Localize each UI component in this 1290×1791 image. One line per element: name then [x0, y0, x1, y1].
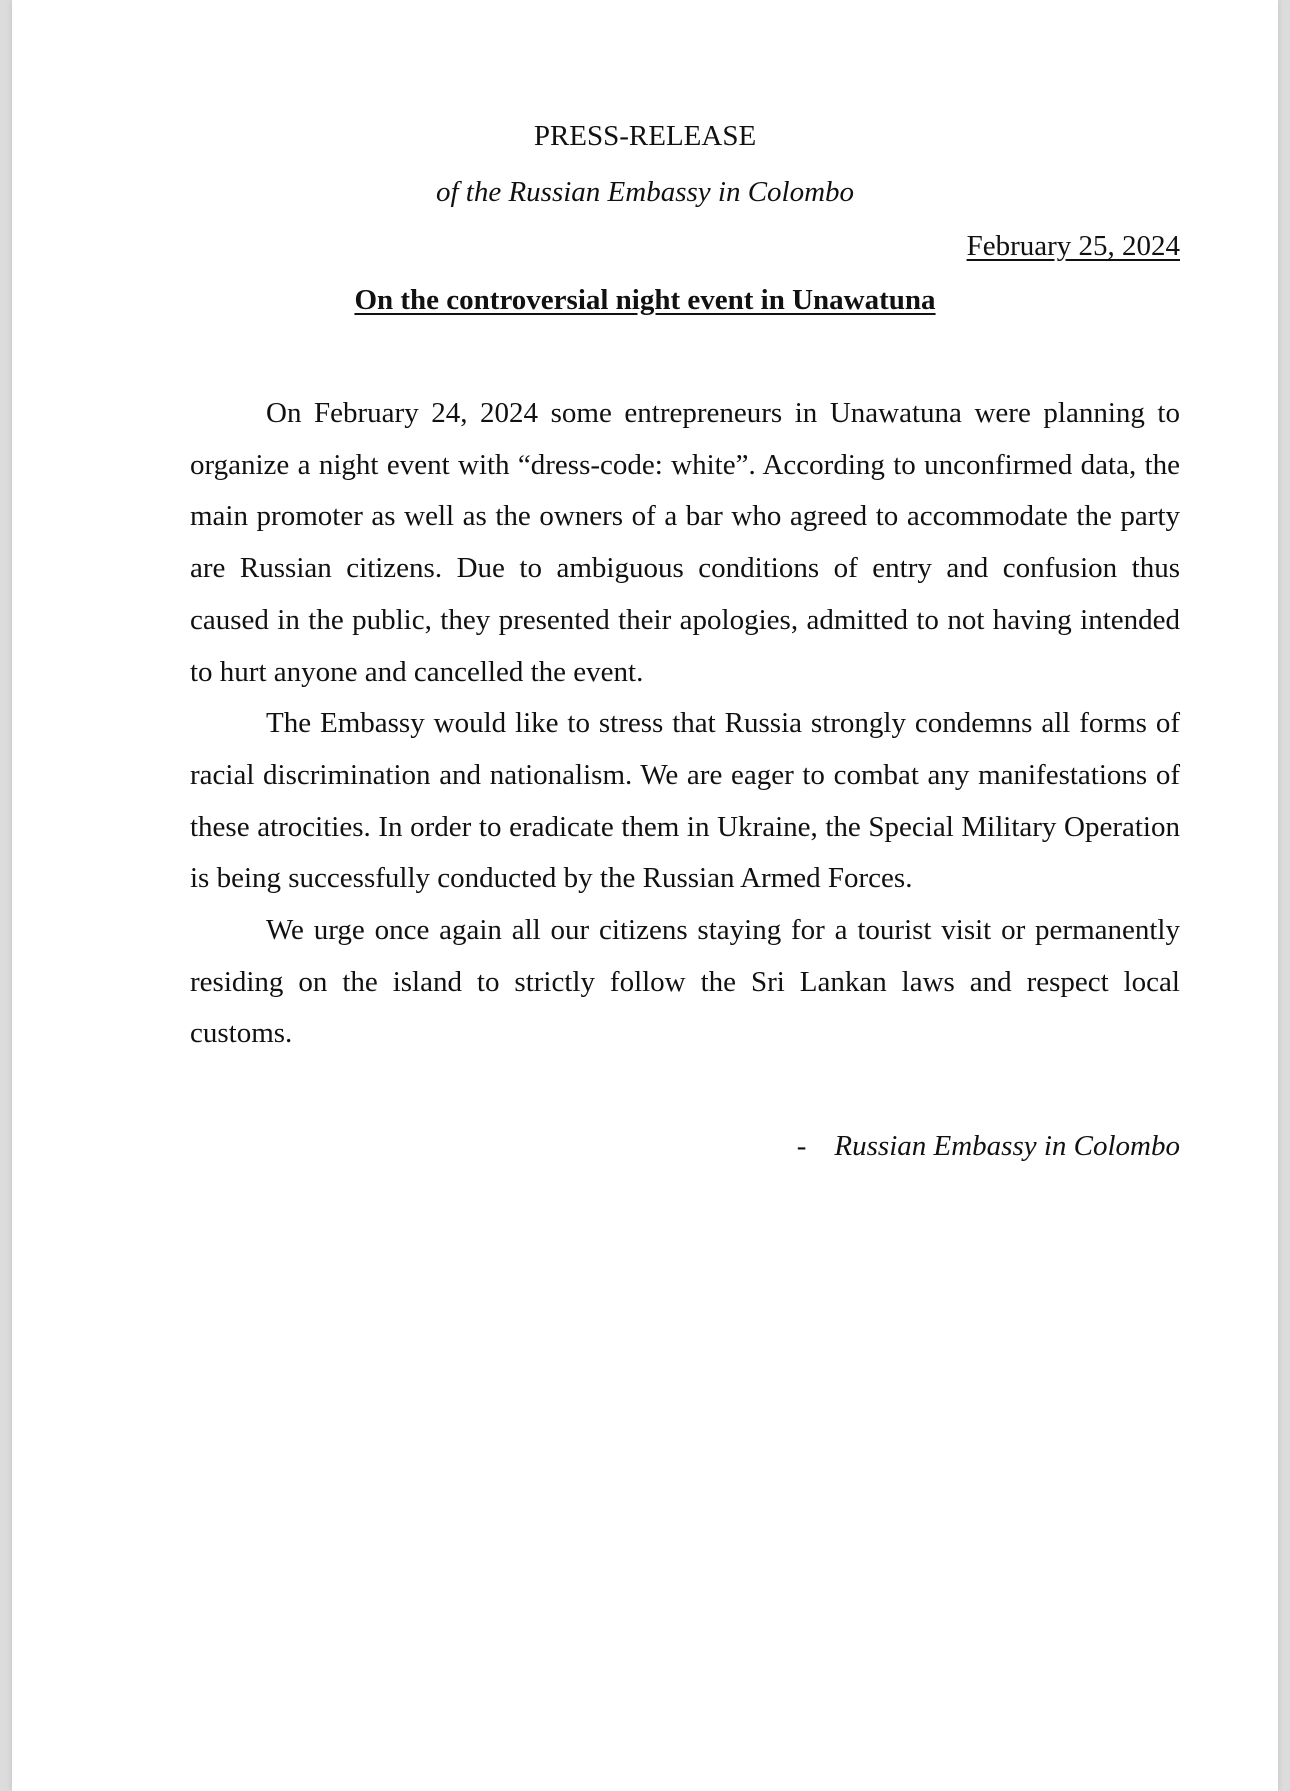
paragraph-3: We urge once again all our citizens staying for a tourist visit or permanently residing on the island to strictly follow the Sri Lankan laws and respect local customs. [190, 914, 1180, 1050]
release-date: February 25, 2024 [966, 230, 1180, 262]
document-page [12, 0, 1278, 1791]
paragraph-2: The Embassy would like to stress that Russia strongly condemns all forms of racial discrimination and nationalism. We are eager to combat any manifestations of these atrocities. In order to eradicate them in Ukraine, the Special Military Operation is being successfully conducted by the Russian Armed Forces. [190, 707, 1180, 895]
signature-text: Russian Embassy in Colombo [834, 1130, 1180, 1162]
paragraph-1: On February 24, 2024 some entrepreneurs in Unawatuna were planning to organize a night event with “dress-code: white”. According to unconfirmed data, the main promoter as well as the owners of a bar who agreed to accommodate the party are Russian citizens. Due to ambiguous conditions of entry and confusion thus caused in the public, they presented their apologies, admitted to not having intended to hurt anyone and cancelled the event. [190, 397, 1180, 688]
document-body [190, 388, 1180, 1060]
signature-dash: - [796, 1130, 807, 1162]
press-release-label: PRESS-RELEASE [533, 120, 757, 152]
document-subtitle: of the Russian Embassy in Colombo [435, 176, 855, 208]
document-heading: On the controversial night event in Unawatuna [354, 284, 936, 316]
signature-block [797, 1128, 1180, 1164]
